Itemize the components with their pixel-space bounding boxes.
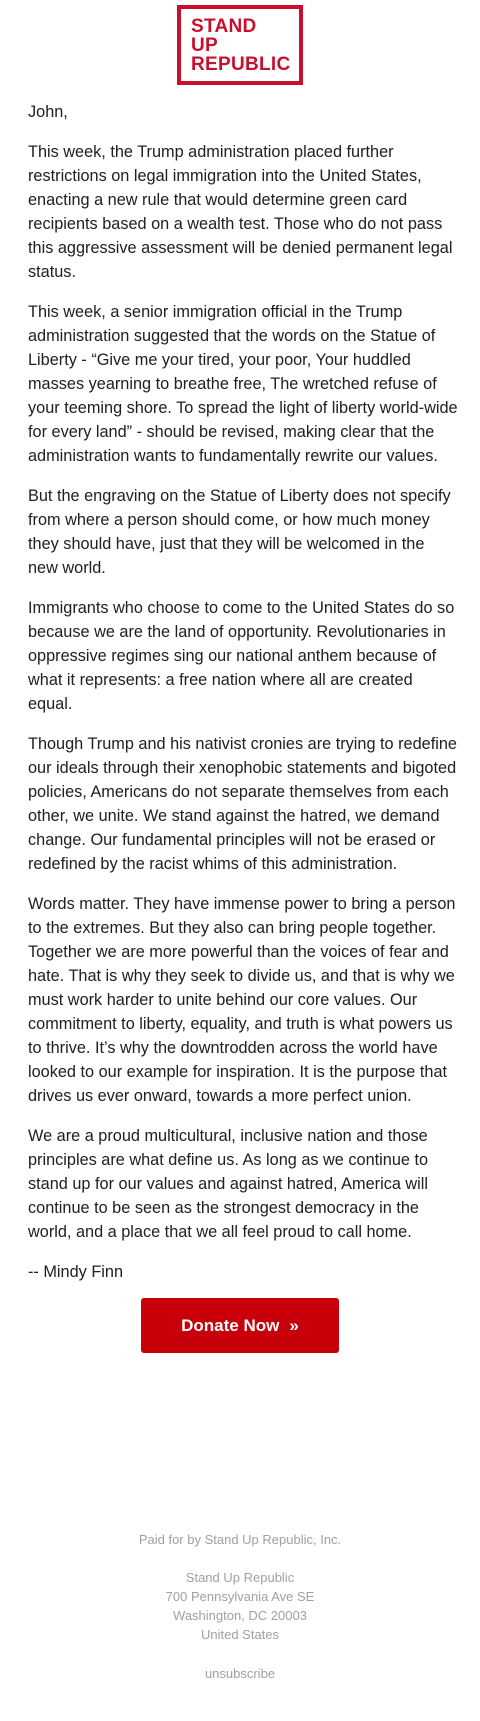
stand-up-republic-logo[interactable] [177, 5, 303, 85]
body-paragraph-6: Words matter. They have immense power to bring a person to the extremes. But they also can bring people together. Together we are more powerful than the voices of fear and hate. That is why they seek to divide us, and that is why we must work harder to unite behind our core values. Our commitment to liberty, equality, and truth is what powers us to thrive. It’s why the downtrodden across the world have looked to our example for inspiration. It is the purpose that drives us ever onward, towards a more perfect union. [28, 895, 456, 1105]
body-paragraph-3: But the engraving on the Statue of Liberty does not specify from where a person should come, or how much money they should have, just that they will be welcomed in the new world. [28, 487, 451, 577]
logo-line-2: UP [191, 35, 218, 56]
body-paragraph-7: We are a proud multicultural, inclusive nation and those principles are what define us. As long as we continue to stand up for our values and against hatred, America will continue to be seen as the strongest democracy in the world, and a place that we all feel proud to call home. [28, 1127, 429, 1241]
logo-line-1: STAND [191, 16, 257, 37]
email-body [28, 100, 458, 1300]
unsubscribe-link[interactable]: unsubscribe [204, 1666, 276, 1681]
logo-line-3: REPUBLIC [191, 54, 291, 75]
address-line-1: Stand Up Republic [185, 1570, 295, 1585]
logo-container [0, 5, 480, 85]
signoff: -- Mindy Finn [28, 1263, 123, 1281]
donate-now-button[interactable] [141, 1298, 339, 1353]
paid-for-disclaimer: Paid for by Stand Up Republic, Inc. [138, 1532, 342, 1547]
body-paragraph-2: This week, a senior immigration official in the Trump administration suggested that the words on the Statue of Liberty - “Give me your tired, your poor, Your huddled masses yearning to breathe free, The wretched refuse of your teeming shore. To spread the light of liberty world-wide for every land” - should be revised, making clear that the administration wants to fundamentally rewrite our values. [28, 303, 458, 465]
cta-container [0, 1298, 480, 1353]
footer [0, 1530, 480, 1683]
body-paragraph-1: This week, the Trump administration placed further restrictions on legal immigration into the United States, enacting a new rule that would determine green card recipients based on a wealth test. Those who do not pass this aggressive assessment will be denied permanent legal status. [28, 143, 453, 281]
body-paragraph-5: Though Trump and his nativist cronies are trying to redefine our ideals through their xenophobic statements and bigoted policies, Americans do not separate themselves from each other, we unite. We stand against the hatred, we demand change. Our fundamental principles will not be erased or redefined by the racist whims of this administration. [28, 735, 457, 873]
address-line-4: United States [200, 1627, 280, 1642]
address-line-3: Washington, DC 20003 [173, 1608, 307, 1623]
address-line-2: 700 Pennsylvania Ave SE [165, 1589, 315, 1604]
double-chevron-right-icon: » [289, 1315, 299, 1335]
mailing-address [0, 1568, 480, 1644]
donate-button-label: Donate Now [181, 1315, 280, 1335]
greeting: John, [28, 103, 68, 121]
body-paragraph-4: Immigrants who choose to come to the United States do so because we are the land of opportunity. Revolutionaries in oppressive regimes sing our national anthem because of what it represents: a free nation where all are created equal. [28, 599, 455, 713]
